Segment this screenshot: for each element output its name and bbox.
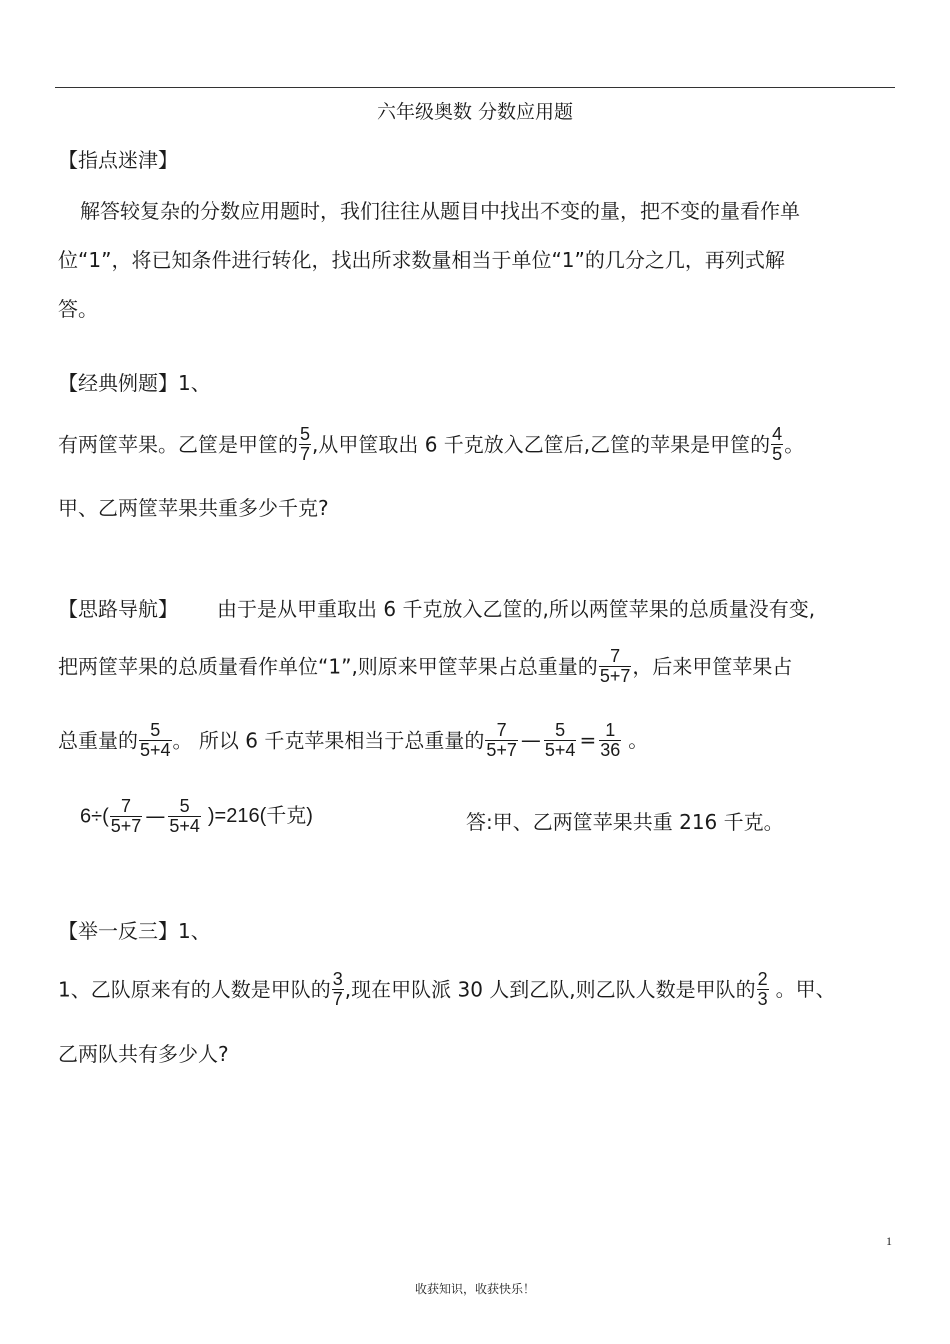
fraction-denominator: 5+7 [599,665,631,686]
fraction [599,647,632,686]
thinking-line-3-text-1: 总重量的 [58,728,138,753]
header-rule [55,87,895,88]
fraction [544,721,577,760]
fraction-numerator: 7 [121,796,132,816]
fraction [168,797,201,836]
fraction [139,721,172,760]
equals-sign: = [579,728,597,753]
example-question-line-1 [58,425,804,464]
thinking-line-2-text-2: ，后来甲筐苹果占 [632,654,793,679]
thinking-line-3 [58,721,648,760]
practice-question-text-1: 1、乙队原来有的人数是甲队的 [58,977,331,1002]
calculation-text-1: 6÷( [80,805,109,828]
fraction [332,970,344,1009]
example-question-line-2: 甲、乙两筐苹果共重多少千克? [58,496,329,520]
page-number: 1 [886,1234,892,1248]
example-question-text-2: ,从甲筐取出 6 千克放入乙筐后,乙筐的苹果是甲筐的 [312,432,771,457]
fraction [599,721,621,760]
fraction-denominator: 5+4 [169,815,200,836]
fraction [771,425,783,464]
fraction-numerator: 5 [150,720,161,740]
tip-line-1: 解答较复杂的分数应用题时，我们往往从题目中找出不变的量，把不变的量看作单 [80,199,800,223]
fraction [757,970,769,1009]
fraction-numerator: 3 [332,969,343,989]
page-footer: 收获知识，收获快乐！ [414,1282,535,1296]
fraction-denominator: 5+4 [544,739,576,760]
fraction-denominator: 7 [332,988,343,1009]
thinking-line-2-text-1: 把两筐苹果的总质量看作单位“1”,则原来甲筐苹果占总重量的 [58,654,598,679]
fraction-denominator: 5+7 [110,815,142,836]
fraction [485,721,518,760]
fraction-numerator: 4 [772,424,783,444]
fraction-numerator: 1 [605,720,616,740]
fraction-numerator: 5 [555,720,566,740]
practice-question-line-2: 乙两队共有多少人? [58,1042,229,1066]
fraction-numerator: 7 [610,646,621,666]
thinking-line-1: 由于是从甲重取出 6 千克放入乙筐的,所以两筐苹果的总质量没有变, [217,597,816,621]
fraction-denominator: 7 [300,443,311,464]
fraction-numerator: 2 [757,969,768,989]
practice-question-line-1 [58,970,836,1009]
fraction-numerator: 5 [179,796,190,816]
fraction-denominator: 5+4 [140,739,171,760]
thinking-line-3-text-2: 。 所以 6 千克苹果相当于总重量的 [172,728,485,753]
fraction [299,425,311,464]
calculation-line [80,797,313,836]
fraction [110,797,143,836]
tip-line-3: 答。 [58,297,98,321]
practice-heading: 【举一反三】1、 [58,919,211,943]
tip-line-2: 位“1”，将已知条件进行转化，找出所求数量相当于单位“1”的几分之几，再列式解 [58,248,785,272]
fraction-denominator: 5 [772,443,783,464]
thinking-line-3-end: 。 [628,728,649,753]
practice-question-text-3: 。甲、 [775,977,836,1002]
fraction-numerator: 7 [496,720,507,740]
practice-question-text-2: ,现在甲队派 30 人到乙队,则乙队人数是甲队的 [344,977,756,1002]
example-heading: 【经典例题】1、 [58,371,211,395]
example-question-text-3: 。 [784,432,805,457]
fraction-denominator: 5+7 [486,739,517,760]
example-question-text-1: 有两筐苹果。乙筐是甲筐的 [58,432,298,457]
calculation-text-2: )=216(千克) [207,805,313,828]
thinking-heading: 【思路导航】 [58,597,178,621]
answer-text: 答:甲、乙两筐苹果共重 216 千克。 [466,810,784,834]
fraction-numerator: 5 [300,424,311,444]
minus-sign: — [520,728,541,753]
fraction-denominator: 36 [600,739,621,760]
page-title: 六年级奥数 分数应用题 [376,101,574,123]
tip-heading: 【指点迷津】 [58,148,178,172]
minus-sign: — [145,804,166,829]
thinking-line-2 [58,647,792,686]
fraction-denominator: 3 [757,988,768,1009]
